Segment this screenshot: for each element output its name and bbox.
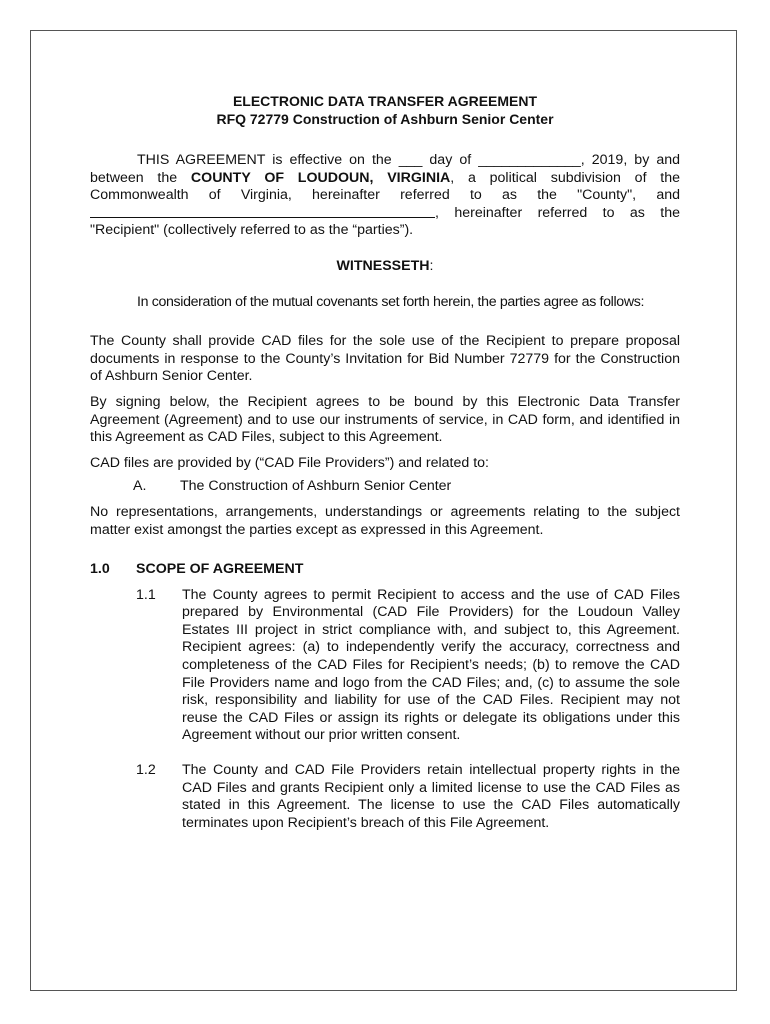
- title-block: [90, 92, 680, 128]
- intro-line-1: THIS AGREEMENT is effective on the ___ day of _____________, 2019, by and: [137, 152, 680, 168]
- witnesseth-heading: [90, 258, 680, 276]
- intro-line-4: [90, 205, 680, 223]
- provision-paragraph: The County shall provide CAD files for the sole use of the Recipient to prepare proposal documents in response to the County’s Invitation for Bid Number 72779 for the Construction of Ashburn Senior Center.: [90, 333, 680, 385]
- clause-1-1: [90, 587, 680, 745]
- consideration-paragraph: In consideration of the mutual covenants set forth herein, the parties agree as follows:: [137, 293, 645, 310]
- clause-number: 1.2: [136, 762, 156, 779]
- cad-providers-paragraph: CAD files are provided by (“CAD File Providers”) and related to:: [90, 454, 489, 471]
- intro-paragraph: [90, 152, 680, 240]
- signing-paragraph: By signing below, the Recipient agrees to be bound by this Electronic Data Transfer Agreement (Agreement) and to use our instruments of service, in CAD form, and identified in this Agreement as CAD Files, subject to this Agreement.: [90, 393, 680, 446]
- intro-line-4-text: , hereinafter referred to as the: [435, 204, 680, 221]
- list-item-letter: A.: [133, 478, 147, 495]
- recipient-name-blank: [90, 205, 435, 218]
- section-title: SCOPE OF AGREEMENT: [136, 561, 304, 578]
- witnesseth-colon: :: [429, 257, 434, 274]
- intro-line-2: [90, 170, 680, 188]
- clause-1-2: [90, 762, 680, 832]
- representations-paragraph: No representations, arrangements, understandings or agreements relating to the subject matter exist amongst the parties except as expressed in this Agreement.: [90, 503, 680, 538]
- intro-line-3: Commonwealth of Virginia, hereinafter referred to as the "County", and: [90, 187, 680, 204]
- document-body: [90, 92, 680, 832]
- intro-line-2-start: between the: [90, 169, 191, 186]
- list-item: [90, 478, 680, 496]
- clause-number: 1.1: [136, 586, 156, 603]
- clause-text: The County agrees to permit Recipient to access and the use of CAD Files prepared by Environmental (CAD File Providers) for the Loudoun Valley Estates III project in strict compliance with, and subject to, this Agreement. Recipient agrees: (a) to independently verify the accuracy, correctness and completeness of the CAD Files for Recipient’s needs; (b) to remove the CAD File Providers name and logo from the CAD Files; and, (c) to assume the sole risk, responsibility and liability for use of the CAD Files. Recipient may not reuse the CAD Files or assign its rights or delegate its obligations under this Agreement without our prior written consent.: [182, 586, 680, 744]
- document-title: ELECTRONIC DATA TRANSFER AGREEMENT: [232, 93, 538, 109]
- section-number: 1.0: [90, 561, 110, 578]
- intro-line-2-end: , a political subdivision of the: [450, 169, 680, 186]
- document-subtitle: RFQ 72779 Construction of Ashburn Senior Center: [216, 111, 554, 127]
- list-item-text: The Construction of Ashburn Senior Center: [180, 478, 452, 495]
- witnesseth-heading-word: WITNESSETH: [336, 257, 430, 274]
- intro-line-5: "Recipient" (collectively referred to as the “parties”).: [90, 222, 414, 239]
- clause-text: The County and CAD File Providers retain intellectual property rights in the CAD Files and grants Recipient only a limited license to use the CAD Files as stated in this Agreement. The license to use the CAD Files automatically terminates upon Recipient’s breach of this File Agreement.: [182, 762, 680, 831]
- section-heading: [90, 561, 680, 579]
- county-name: COUNTY OF LOUDOUN, VIRGINIA: [190, 169, 451, 186]
